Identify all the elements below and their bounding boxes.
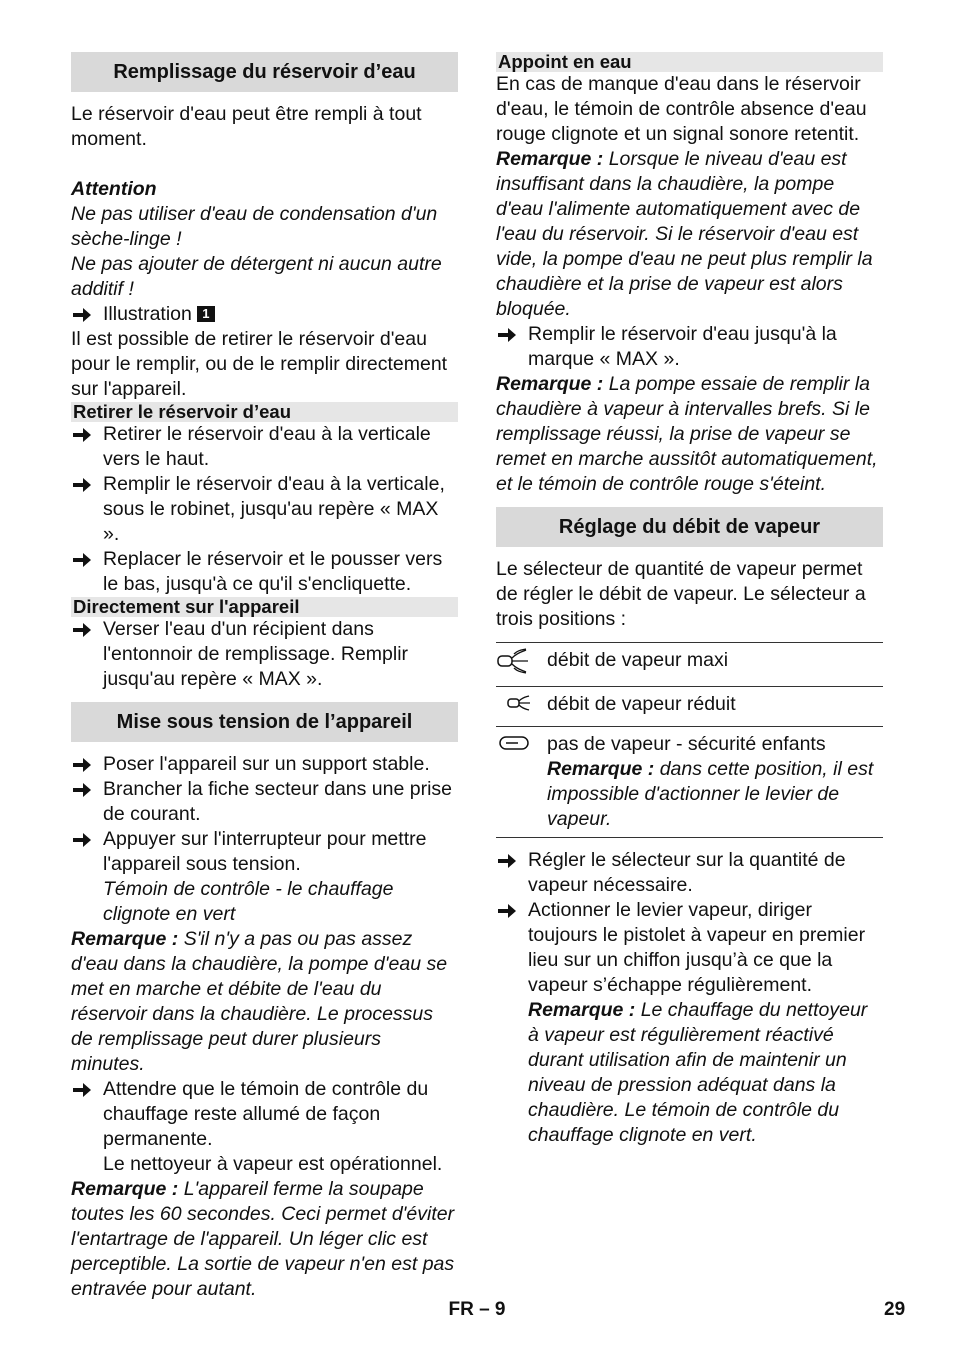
position-label: débit de vapeur réduit [547,693,736,715]
remark-text: S'il n'y a pas ou pas assez d'eau dans la chaudière, la pompe d'eau se met en marche et débite de l'eau du réservoir dans la chaudière. Le processus de remplissage peut durer plusieurs minutes. [71,928,448,1075]
step-direct-1 [71,617,458,692]
step-text: Attendre que le témoin de contrôle du chauffage reste allumé de façon permanente. [103,1078,429,1150]
attention-line-2: Ne pas ajouter de détergent ni aucun autre additif ! [71,253,442,300]
paragraph-selector: Le sélecteur de quantité de vapeur permet de régler le débit de vapeur. Le sélecteur a trois positions : [496,558,866,630]
paragraph-fill-anytime: Le réservoir d'eau peut être rempli à tout moment. [71,103,422,150]
step-steam-1 [496,848,883,898]
step-text: Régler le sélecteur sur la quantité de vapeur nécessaire. [528,849,846,896]
step-text: Remplir le réservoir d'eau jusqu'à la marque « MAX ». [528,323,837,370]
step-text: Retirer le réservoir d'eau à la verticale vers le haut. [103,423,431,470]
step-text: Poser l'appareil sur un support stable. [103,753,430,775]
illustration-number-badge: 1 [197,306,214,322]
remark-pump [71,927,458,1077]
position-label: pas de vapeur - sécurité enfants [547,733,826,755]
step-power-4-note: Le nettoyeur à vapeur est opérationnel. [103,1153,443,1175]
arrow-right-icon [73,1083,91,1097]
step-remove-2 [71,472,458,547]
remark-text: La pompe essaie de remplir la chaudière à vapeur à intervalles brefs. Si le remplissage réussi, la prise de vapeur se remet en marche aussitôt automatiquement, et le témoin de contrôle rouge s'éteint. [496,373,878,495]
arrow-right-icon [73,553,91,567]
footer-page-number: 29 [884,1299,906,1320]
attention-line-1: Ne pas utiliser d'eau de condensation d'un sèche-linge ! [71,203,438,250]
subheading-remove-tank: Retirer le réservoir d’eau [71,402,458,422]
arrow-right-icon [73,833,91,847]
step-text: Appuyer sur l'interrupteur pour mettre l'appareil sous tension. [103,828,427,875]
paragraph-water-shortage: En cas de manque d'eau dans le réservoir d'eau, le témoin de contrôle absence d'eau rouge clignote et un signal sonore retentit. [496,73,867,145]
steam-positions-table [496,642,883,838]
remark-pump-retry [496,372,883,497]
paragraph-remove-or-fill: Il est possible de retirer le réservoir d'eau pour le remplir, ou de le remplir directement sur l'appareil. [71,328,448,400]
step-text: Brancher la fiche secteur dans une prise de courant. [103,778,453,825]
arrow-right-icon [73,428,91,442]
step-power-3-note: Témoin de contrôle - le chauffage clignote en vert [103,878,394,925]
remark-label: Remarque : [71,928,179,950]
table-row [496,643,883,687]
attention-title: Attention [71,178,157,200]
steam-reduced-icon [496,692,534,714]
arrow-right-icon [73,758,91,772]
step-text: Remplir le réservoir d'eau à la verticale, sous le robinet, jusqu'au repère « MAX ». [103,473,445,545]
step-illustration [71,302,458,327]
step-power-4 [71,1077,458,1152]
arrow-right-icon [498,854,516,868]
remark-text: dans cette position, il est impossible d'actionner le levier de vapeur. [547,758,874,830]
step-power-2 [71,777,458,827]
steam-off-icon [496,732,534,754]
remark-valve [71,1177,458,1302]
subheading-water-refill: Appoint en eau [496,52,883,72]
remark-text: Le chauffage du nettoyeur à vapeur est régulièrement réactivé durant utilisation afin de maintenir un niveau de pression adéquat dans la chaudière. Le témoin de contrôle du chauffage clignote en vert. [528,999,868,1146]
arrow-right-icon [73,783,91,797]
subheading-directly-on-device: Directement sur l'appareil [71,597,458,617]
remark-label: Remarque : [496,148,604,170]
remark-label: Remarque : [496,373,604,395]
arrow-right-icon [73,623,91,637]
step-text: Verser l'eau d'un récipient dans l'entonnoir de remplissage. Remplir jusqu'au repère « MAX ». [103,618,409,690]
step-text: Replacer le réservoir et le pousser vers le bas, jusqu'à ce qu'il s'encliquette. [103,548,443,595]
step-refill-1 [496,322,883,372]
illustration-label: Illustration [103,303,192,325]
remark-text: L'appareil ferme la soupape toutes les 60 secondes. Ceci permet d'éviter l'entartrage de l'appareil. Un léger clic est perceptible. La sortie de vapeur n'en est pas entravée pour autant. [71,1178,455,1300]
step-remove-1 [71,422,458,472]
arrow-right-icon [498,328,516,342]
position-label: débit de vapeur maxi [547,649,729,671]
arrow-right-icon [73,478,91,492]
steam-max-icon [496,648,534,674]
heading-water-tank-filling: Remplissage du réservoir d’eau [71,52,458,92]
table-row [496,687,883,727]
step-steam-2 [496,898,883,998]
remark-heating [496,998,883,1148]
remark-label: Remarque : [528,999,636,1021]
step-power-1 [71,752,458,777]
table-row [496,727,883,838]
position-remark [547,757,883,832]
remark-label: Remarque : [547,758,655,780]
footer-page-label: FR – 9 [448,1299,506,1320]
remark-text: Lorsque le niveau d'eau est insuffisant dans la chaudière, la pompe d'eau l'alimente automatiquement avec de l'eau du réservoir. Si le réservoir d'eau est vide, la pompe d'eau ne peut plus remplir la chaudière et la prise de vapeur est alors bloquée. [496,148,873,320]
remark-label: Remarque : [71,1178,179,1200]
arrow-right-icon [73,308,91,322]
step-text: Actionner le levier vapeur, diriger toujours le pistolet à vapeur en premier lieu sur un chiffon jusqu’à ce que la vapeur s’échappe régulièrement. [528,899,866,996]
step-remove-3 [71,547,458,597]
heading-steam-adjust: Réglage du débit de vapeur [496,507,883,547]
right-column [496,52,883,1148]
heading-power-on: Mise sous tension de l’appareil [71,702,458,742]
left-column [71,52,458,1302]
arrow-right-icon [498,904,516,918]
remark-low-level [496,147,883,322]
step-power-3 [71,827,458,877]
